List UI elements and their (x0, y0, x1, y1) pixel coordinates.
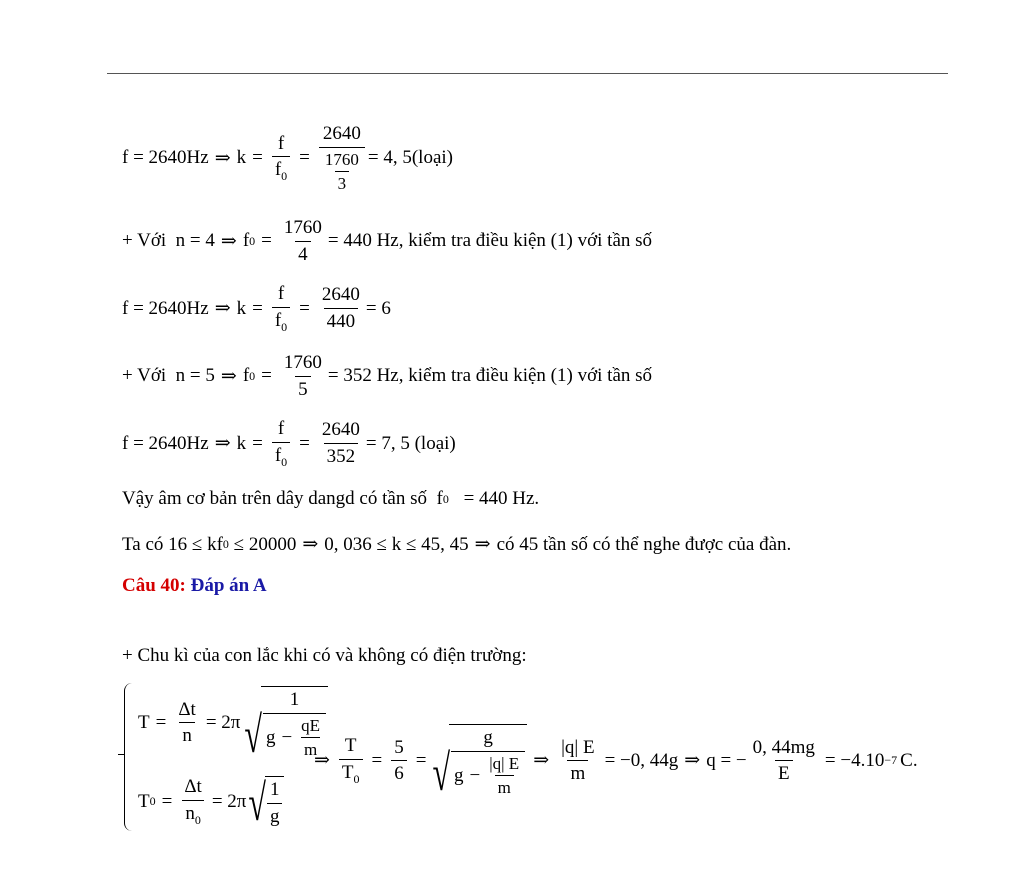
result-equation: ⇒ $\frac{T}{T_0}$ = $\frac{5}{6}$ = √ g g − $\frac{|q| E}{m}$ ⇒ $\frac{|q| E}{m}$ = −0, 44g ⇒ q = − $\frac{0, 44mg}{E}$ = −4.10 −7 C. (314, 724, 918, 798)
answer-label: Đáp án A (190, 575, 267, 596)
sqrt-symbol: √ 1 g − $\frac{qE}{m}$ (244, 686, 328, 760)
implies-symbol: ⇒ (214, 147, 231, 169)
fraction: $\frac{f}{f_0}$ (272, 133, 290, 185)
question-label: Câu 40: (122, 575, 186, 596)
inequality-line: Ta có 16 ≤ kf 0 ≤ 20000 ⇒ 0, 036 ≤ k ≤ 45, 45 ⇒ có 45 tần số có thể nghe được của đàn. (122, 533, 792, 555)
equation-text: = 440 Hz, kiểm tra điều kiện (1) với tần số (327, 230, 653, 252)
equation-line-2: + Với n = 4 ⇒ f 0 = $\frac{1760}{4}$ = 440 Hz, kiểm tra điều kiện (1) với tần số (122, 217, 653, 265)
equation-line-4: + Với n = 5 ⇒ f 0 = $\frac{1760}{5}$ = 352 Hz, kiểm tra điều kiện (1) với tần số (122, 352, 653, 400)
fraction: $\frac{2640}{352}$ (321, 419, 360, 468)
fraction: $\frac{2640}{\frac{1760}{3}}$ (319, 123, 365, 194)
equation-text: + Với (122, 230, 167, 252)
conclusion-line: Vậy âm cơ bản trên dây dangd có tần số f 0 = 440 Hz. (122, 488, 540, 509)
brace-symbol (124, 683, 133, 831)
sqrt-symbol: √ $\frac{1}{g}$ (248, 776, 284, 828)
fraction: $\frac{f}{f_0}$ (272, 418, 290, 470)
note-text: (loại) (411, 147, 454, 169)
sqrt-symbol: √ g g − $\frac{|q| E}{m}$ (432, 724, 527, 798)
question-heading (122, 575, 267, 597)
system-eq-2: T 0 = $\frac{\Delta t}{n_0}$ = 2π √ $\frac{1}{g}$ (138, 776, 284, 828)
fraction: $\frac{1760}{4}$ (283, 217, 322, 265)
equation-text: f = 2640Hz (122, 147, 209, 169)
equation-line-1: f = 2640Hz ⇒ k = $\frac{f}{f_0}$ = $\frac{2640}{\frac{1760}{3}}$ = 4, 5 (loại) (122, 123, 454, 194)
system-eq-1: T = $\frac{\Delta t}{n}$ = 2π √ 1 g − $\frac{qE}{m}$ (138, 686, 328, 760)
equation-text: n = 4 (175, 230, 215, 252)
header-rule (107, 73, 948, 74)
fraction: $\frac{2640}{440}$ (321, 284, 360, 333)
fraction: $\frac{f}{f_0}$ (272, 283, 290, 335)
intro-line: + Chu kì của con lắc khi có và không có điện trường: (122, 645, 527, 666)
equation-line-5: f = 2640Hz ⇒ k = $\frac{f}{f_0}$ = $\frac{2640}{352}$ = 7, 5 (loại) (122, 418, 456, 469)
fraction: $\frac{1760}{5}$ (283, 352, 322, 400)
equation-text: = 4, 5 (367, 147, 412, 169)
equation-line-3: f = 2640Hz ⇒ k = $\frac{f}{f_0}$ = $\frac{2640}{440}$ = 6 (122, 283, 391, 334)
equation-text: k (236, 147, 247, 169)
